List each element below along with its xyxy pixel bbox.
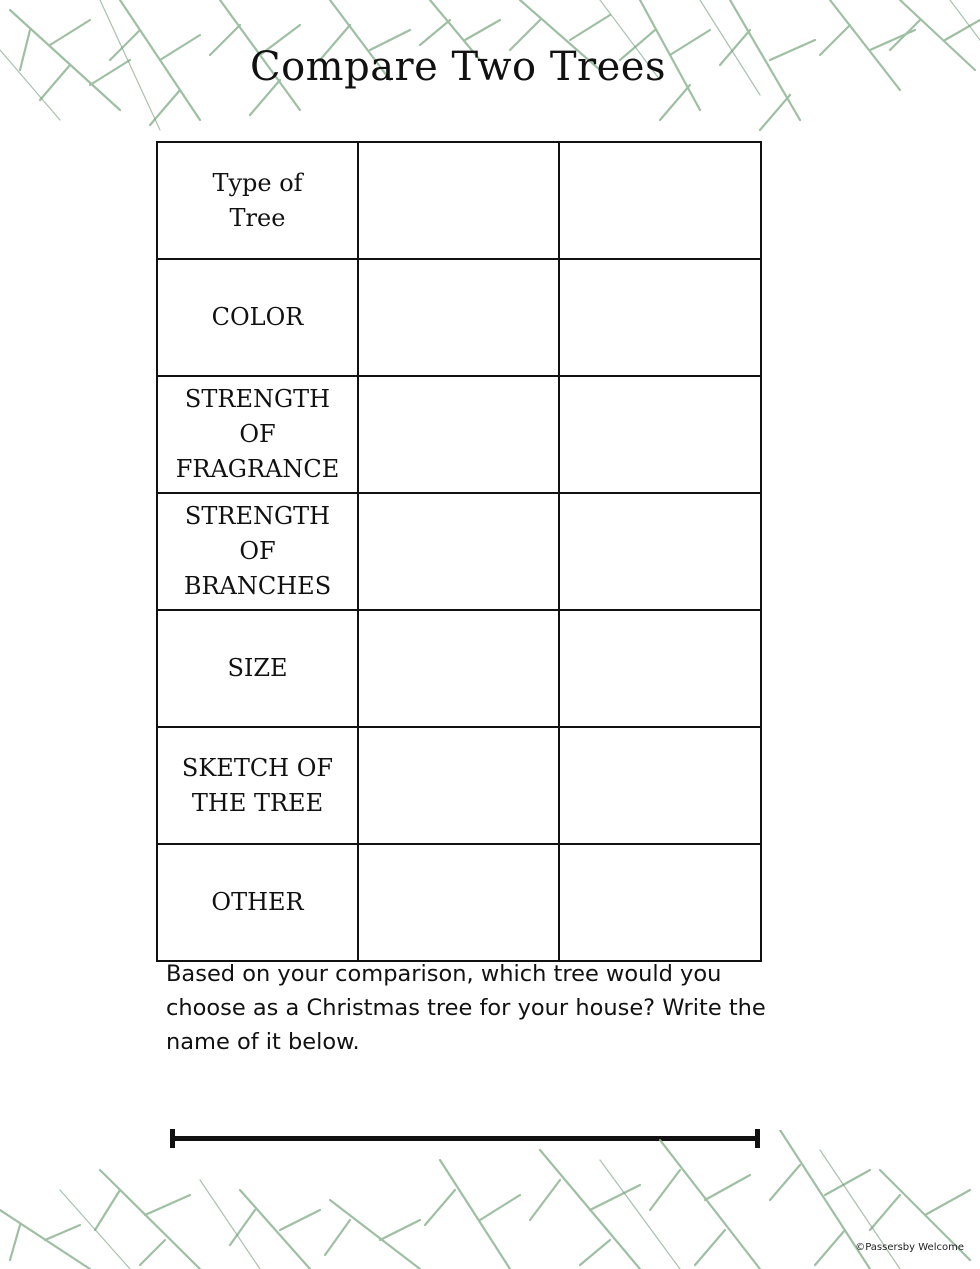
tree-1-type-cell[interactable]: [358, 142, 559, 259]
row-label-size: SIZE: [157, 610, 358, 727]
row-label-branches: STRENGTH OF BRANCHES: [157, 493, 358, 610]
tree-2-branches-cell[interactable]: [559, 493, 761, 610]
answer-line-left-cap: [170, 1129, 175, 1148]
row-label-type-of-tree: Type of Tree: [157, 142, 358, 259]
table-row: [157, 727, 761, 844]
copyright-credit: ©Passersby Welcome: [855, 1242, 964, 1253]
table-row: [157, 259, 761, 376]
table-row: [157, 844, 761, 961]
tree-2-other-cell[interactable]: [559, 844, 761, 961]
tree-2-fragrance-cell[interactable]: [559, 376, 761, 493]
table-row: [157, 376, 761, 493]
table-row: [157, 493, 761, 610]
row-label-other: OTHER: [157, 844, 358, 961]
answer-line[interactable]: [170, 1136, 760, 1141]
row-label-color: COLOR: [157, 259, 358, 376]
question-prompt: Based on your comparison, which tree would you choose as a Christmas tree for your house? Write the name of it below.: [166, 961, 766, 1055]
tree-2-size-cell[interactable]: [559, 610, 761, 727]
page-title: Compare Two Trees: [249, 44, 667, 90]
table-row: [157, 610, 761, 727]
table-row: [157, 142, 761, 259]
tree-2-type-cell[interactable]: [559, 142, 761, 259]
comparison-table: [156, 141, 762, 962]
row-label-fragrance: STRENGTH OF FRAGRANCE: [157, 376, 358, 493]
tree-1-color-cell[interactable]: [358, 259, 559, 376]
pine-branch-bottom-decoration: [0, 1130, 980, 1269]
tree-2-sketch-cell[interactable]: [559, 727, 761, 844]
tree-1-branches-cell[interactable]: [358, 493, 559, 610]
tree-2-color-cell[interactable]: [559, 259, 761, 376]
tree-1-sketch-cell[interactable]: [358, 727, 559, 844]
row-label-sketch: SKETCH OF THE TREE: [157, 727, 358, 844]
tree-1-size-cell[interactable]: [358, 610, 559, 727]
answer-line-right-cap: [755, 1129, 760, 1148]
tree-1-fragrance-cell[interactable]: [358, 376, 559, 493]
tree-1-other-cell[interactable]: [358, 844, 559, 961]
